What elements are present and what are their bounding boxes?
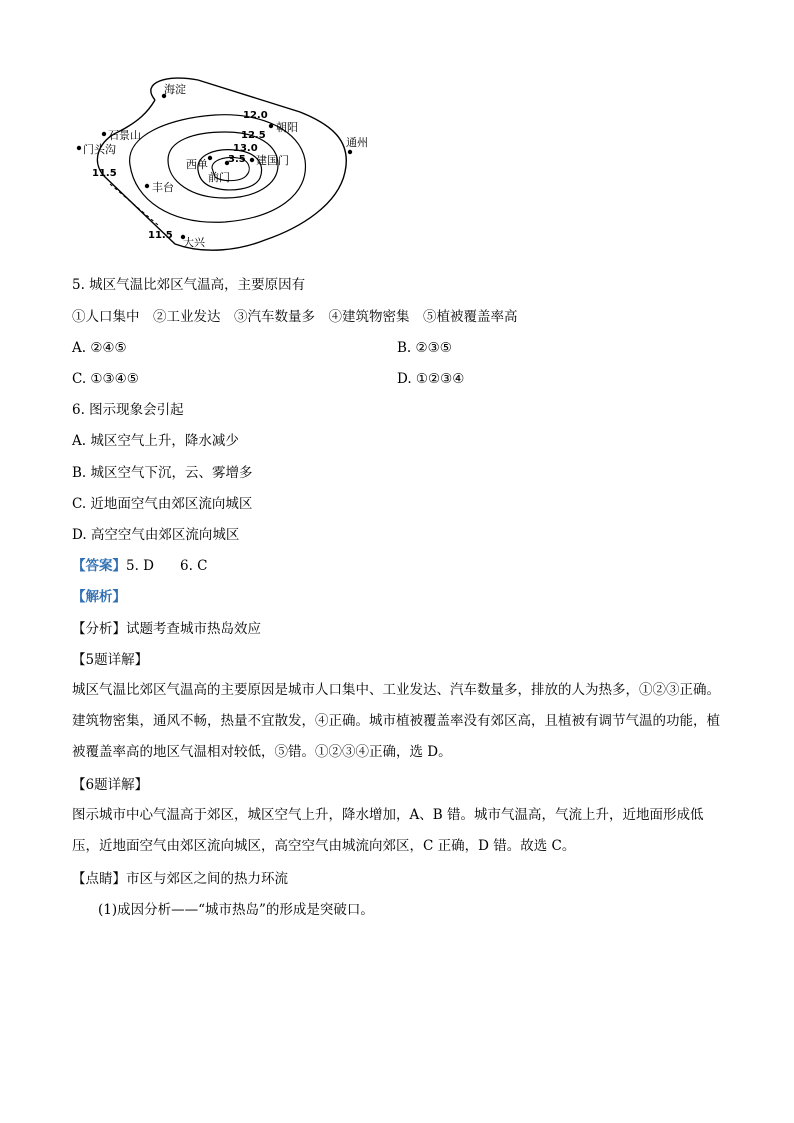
mentougou-point [77, 146, 81, 150]
label-shijingshan: 石景山 [108, 129, 141, 142]
isotherm-label-12-5: 12.5 [241, 130, 266, 141]
isotherm-label-11-5-bottom: 11.5 [148, 230, 173, 241]
label-mentougou: 门头沟 [83, 143, 116, 156]
analysis-tag: 【解析】 [72, 589, 126, 605]
q5-option-a: A. ②④⑤ [72, 340, 127, 356]
answer-q6: 6. C [180, 558, 208, 574]
q5-option-d: D. ①②③④ [397, 371, 465, 387]
answer-tag: 【答案】 [72, 558, 126, 574]
label-haidian: 海淀 [164, 83, 186, 96]
label-fengtai: 丰台 [152, 181, 174, 194]
q6-option-d: D. 高空空气由郊区流向城区 [72, 527, 240, 543]
detail6-text: 图示城市中心气温高于郊区，城区空气上升，降水增加，A、B 错。城市气温高，气流上升，近地面形成低压，近地面空气由郊区流向城区，高空空气由城流向郊区，C 正确，D 错。故选 C。 [72, 807, 704, 854]
dianjing-tag: 【点睛】 [72, 871, 126, 887]
detail6-heading: 【6题详解】 [72, 777, 149, 793]
isotherm-dashed-segment [110, 184, 158, 225]
analysis-line [72, 588, 126, 606]
isotherm-label-11-5-left: 11.5 [92, 168, 117, 179]
fengtai-point [145, 184, 149, 188]
q6-option-a: A. 城区空气上升，降水减少 [72, 433, 239, 449]
label-xidan: 西单 [186, 158, 208, 171]
cause-analysis-line: (1)成因分析——“城市热岛”的形成是突破口。 [98, 902, 374, 918]
q6-option-b: B. 城区空气下沉，云、雾增多 [72, 465, 253, 481]
q6-option-c: C. 近地面空气由郊区流向城区 [72, 496, 253, 512]
isotherm-label-12-0: 12.0 [243, 110, 268, 121]
fenxi-line [72, 620, 261, 638]
label-tongzhou: 通州 [346, 136, 368, 149]
q5-choices: ①人口集中 ②工业发达 ③汽车数量多 ④建筑物密集 ⑤植被覆盖率高 [72, 309, 518, 325]
answer-q5: 5. D [126, 558, 154, 574]
answer-line [72, 557, 208, 575]
xidan-point [208, 156, 212, 160]
q5-option-c: C. ①③④⑤ [72, 371, 139, 387]
isotherm-label-13-0: 13.0 [233, 143, 258, 154]
shijingshan-point [102, 132, 106, 136]
label-jianguomen: 建国门 [256, 154, 289, 167]
fenxi-tag: 【分析】 [72, 621, 126, 637]
fenxi-text: 试题考查城市热岛效应 [126, 621, 261, 637]
detail5-heading: 【5题详解】 [72, 652, 149, 668]
q6-stem: 6. 图示现象会引起 [72, 402, 184, 418]
label-chaoyang: 朝阳 [276, 121, 298, 134]
detail5-text: 城区气温比郊区气温高的主要原因是城市人口集中、工业发达、汽车数量多，排放的人为热多，①②③正确。建筑物密集，通风不畅，热量不宜散发，④正确。城市植被覆盖率没有郊区高，且植被有调节气温的功能，植被覆盖率高的地区气温相对较低，⑤错。①②③④正确，选 D。 [72, 682, 720, 760]
beijing-heat-island-isotherm-map [70, 70, 390, 270]
label-daxing: 大兴 [183, 236, 205, 249]
tongzhou-point [348, 150, 352, 154]
q5-stem: 5. 城区气温比郊区气温高，主要原因有 [72, 277, 306, 293]
chaoyang-point [269, 124, 273, 128]
q5-option-b: B. ②③⑤ [397, 340, 452, 356]
jianguomen-point [250, 158, 254, 162]
dianjing-line [72, 870, 288, 888]
label-qianmen: 前门 [208, 171, 230, 184]
dianjing-text: 市区与郊区之间的热力环流 [126, 871, 288, 887]
isotherm-label-13-5: 3.5 [228, 154, 246, 165]
